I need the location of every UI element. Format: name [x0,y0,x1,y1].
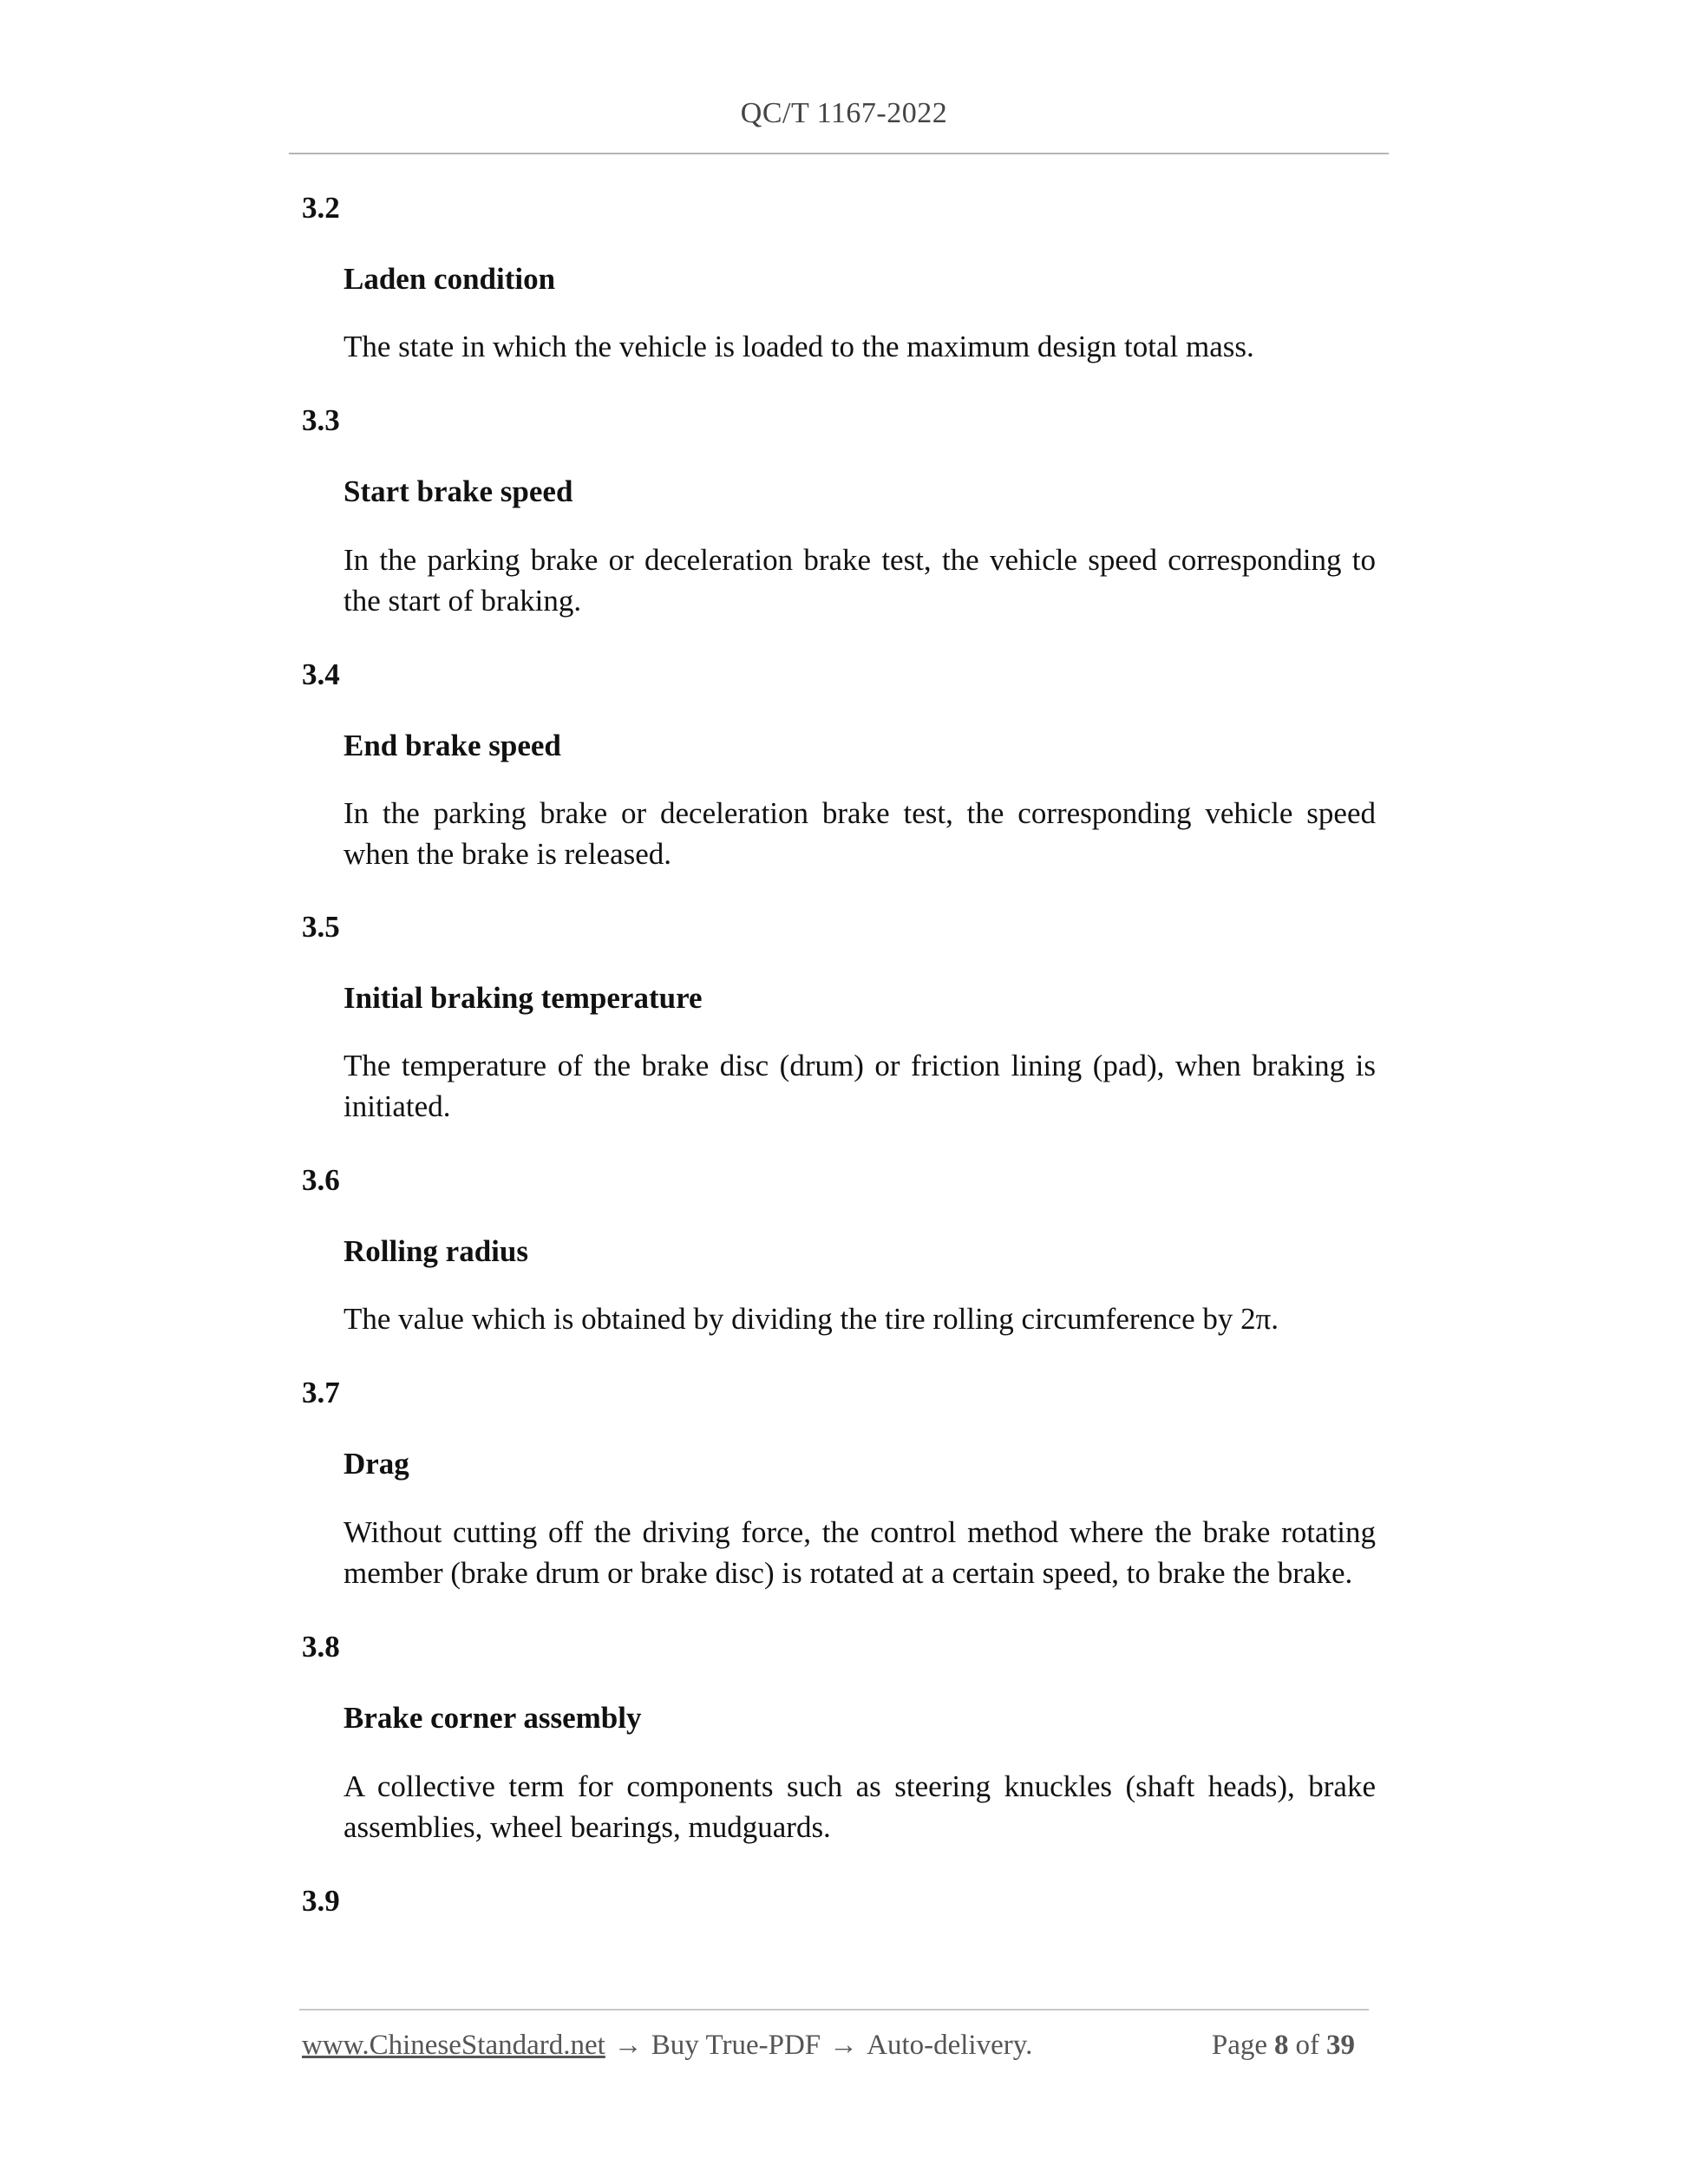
page-current: 8 [1274,2030,1289,2061]
page-label: Page [1211,2030,1267,2061]
term-definition: Without cutting off the driving force, the control method where the brake rotating member (brake drum or brake disc) is rotated at a certain speed, to brake the brake. [343,1515,1376,1590]
term-definition: The value which is obtained by dividing the tire rolling circumference by 2π. [343,1302,1279,1336]
site-link[interactable]: www.ChineseStandard.net [302,2030,605,2061]
clause-number: 3.2 [302,191,340,225]
term-title: Brake corner assembly [343,1701,642,1735]
clause-number: 3.8 [302,1630,340,1664]
term-title: Laden condition [343,262,556,296]
term-definition: The temperature of the brake disc (drum) or friction lining (pad), when braking is initiated. [343,1049,1376,1123]
term-title: End brake speed [343,729,561,762]
footer-divider [299,2009,1369,2011]
clause-number: 3.3 [302,403,340,437]
footer-promo [302,2028,1032,2063]
document-code-header: QC/T 1167-2022 [740,97,948,129]
term-definition: In the parking brake or deceleration brake test, the vehicle speed corresponding to the start of braking. [343,543,1376,618]
clause-number: 3.7 [302,1376,340,1409]
term-definition: The state in which the vehicle is loaded to the maximum design total mass. [343,330,1254,363]
term-definition: A collective term for components such as steering knuckles (shaft heads), brake assemblies, wheel bearings, mudguards. [343,1769,1376,1844]
clause-number: 3.9 [302,1884,340,1918]
arrow-right-icon: → [613,2030,643,2061]
arrow-right-icon: → [829,2030,859,2061]
term-title: Drag [343,1447,409,1481]
of-label: of [1295,2030,1319,2061]
term-title: Rolling radius [343,1234,528,1268]
clause-number: 3.5 [302,910,340,944]
delivery-text: Auto-delivery. [867,2030,1033,2061]
page-indicator [1212,2028,1362,2063]
term-title: Start brake speed [343,474,573,508]
header-divider [289,153,1389,154]
page-total: 39 [1326,2030,1355,2061]
clause-number: 3.6 [302,1163,340,1197]
clause-number: 3.4 [302,657,340,691]
term-title: Initial braking temperature [343,981,703,1015]
buy-text: Buy True-PDF [651,2030,821,2061]
term-definition: In the parking brake or deceleration brake test, the corresponding vehicle speed when the brake is released. [343,796,1376,871]
